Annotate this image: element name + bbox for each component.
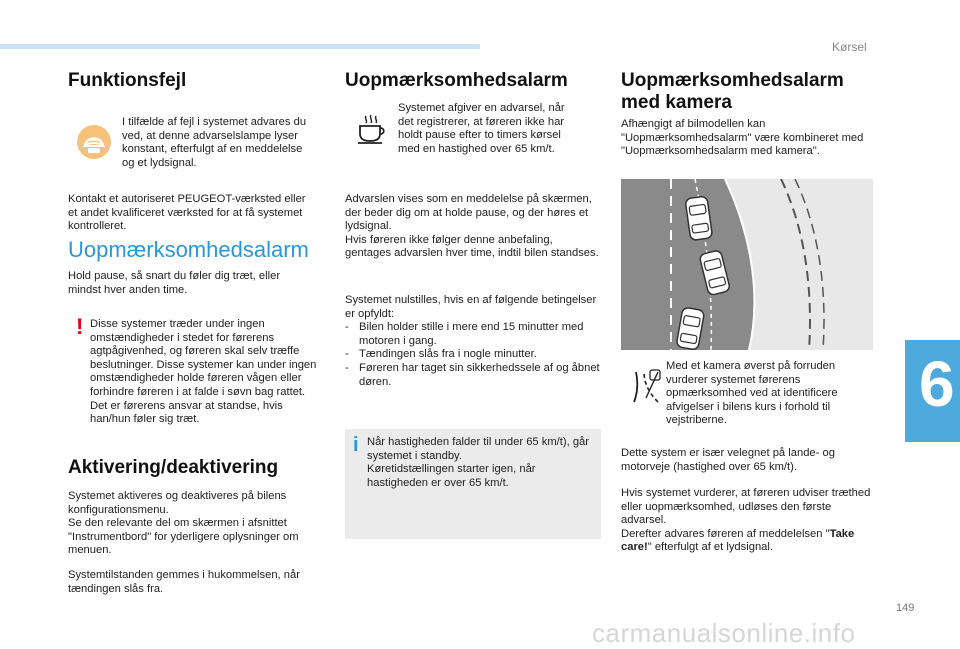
detect-text xyxy=(621,487,877,555)
memory-text: Systemtilstanden gemmes i hukommelsen, når tændingen slås fra. xyxy=(68,569,300,595)
chapter-number: 6 xyxy=(919,348,955,420)
warning-text: Disse systemer træder under ingen omstændigheder i stedet for førerens agtpågivenhed, og føreren skal selv træffe beslutninger. Disse systemer kan under ingen omstændigheder holde føreren vågen eller forhindre føreren i at falde i søvn bag rattet. Det er førerens ansvar at standse, hvis han/hun føler sig træt. xyxy=(90,318,317,426)
contact-text: Kontakt et autoriseret PEUGEOT-værksted eller et andet kvalificeret værksted for at få systemet kontrolleret. xyxy=(68,193,306,233)
reset-item-text: Bilen holder stille i mere end 15 minutter med motoren i gang. xyxy=(359,321,584,347)
camera-alarm-heading: Uopmærksomhedsalarm med kamera xyxy=(621,70,844,113)
info-mark-icon: i xyxy=(353,434,359,456)
alarm-heading: Uopmærksomhedsalarm xyxy=(345,70,568,91)
fault-text: I tilfælde af fejl i systemet advares du ved, at denne advarselslampe lyser konstant, efterfulgt af en meddelelse og et lydsignal. xyxy=(122,116,307,169)
reset-item: - Tændingen slås fra i nogle minutter. xyxy=(345,348,601,362)
reset-item: - Bilen holder stille i mere end 15 minutter med motoren i gang. xyxy=(345,321,601,348)
lane-camera-icon xyxy=(630,368,662,404)
section-label: Kørsel xyxy=(832,40,867,54)
activation-heading: Aktivering/deaktivering xyxy=(68,457,279,478)
page-number: 149 xyxy=(896,602,915,614)
info-text: Når hastigheden falder til under 65 km/t), går systemet i standby. Køretidstællingen starter igen, når hastigheden er over 65 km/t. xyxy=(367,436,590,489)
rest-text: Hold pause, så snart du føler dig træt, eller mindst hver anden time. xyxy=(68,270,281,296)
coffee-cup-icon xyxy=(355,112,389,146)
reset-intro: Systemet nulstilles, hvis en af følgende betingelser er opfyldt: xyxy=(345,294,597,320)
reset-item-text: Føreren har taget sin sikkerhedssele af og åbnet døren. xyxy=(359,361,600,388)
reset-conditions xyxy=(345,294,601,389)
warning-mark-icon: ! xyxy=(76,314,84,339)
reset-item: - Føreren har taget sin sikkerhedssele af og åbnet døren. xyxy=(345,361,600,388)
attention-subtitle: Uopmærksomhedsalarm xyxy=(68,237,309,262)
lane-departure-illustration xyxy=(621,179,873,350)
info-box xyxy=(345,429,601,539)
take-care-message: Take care! xyxy=(621,527,855,554)
warning-lamp-icon xyxy=(76,124,112,160)
chapter-tab xyxy=(905,340,960,442)
alarm-intro-text: Systemet afgiver en advarsel, når det registrerer, at føreren ikke har holdt pause efter to timers kørsel med en hastighed over 65 km/t. xyxy=(398,102,565,155)
detect-text-end: " efterfulgt af et lydsignal. xyxy=(647,541,773,554)
activation-text: Systemet aktiveres og deaktiveres på bilens konfigurationsmenu. Se den relevante del om skærmen i afsnittet "Instrumentbord" for yderligere oplysninger om menuen. xyxy=(68,490,299,557)
top-accent-bar xyxy=(0,44,480,49)
warning-display-text: Advarslen vises som en meddelelse på skærmen, der beder dig om at holde pause, og der høres et lydsignal. Hvis føreren ikke følger denne anbefaling, gentages advarslen hver time, indtil bilen standses. xyxy=(345,193,599,260)
detect-text-main: Hvis systemet vurderer, at føreren udviser træthed eller uopmærksomhed, udløses den første advarsel. Derefter advares føreren af meddelelsen " xyxy=(621,487,871,540)
camera-intro-text: Afhængigt af bilmodellen kan "Uopmærksomhedsalarm" være kombineret med "Uopmærksomhedsalarm med kamera". xyxy=(621,118,864,158)
fault-heading: Funktionsfejl xyxy=(68,70,187,91)
reset-item-text: Tændingen slås fra i nogle minutter. xyxy=(359,348,537,361)
watermark: carmanualsonline.info xyxy=(592,618,856,648)
suited-text: Dette system er især velegnet på lande- og motorveje (hastighed over 65 km/t). xyxy=(621,447,835,473)
camera-text: Med et kamera øverst på forruden vurderer systemet førerens opmærksomhed ved at identificere afvigelser i bilens kurs i forhold til vejstriberne. xyxy=(666,360,838,427)
